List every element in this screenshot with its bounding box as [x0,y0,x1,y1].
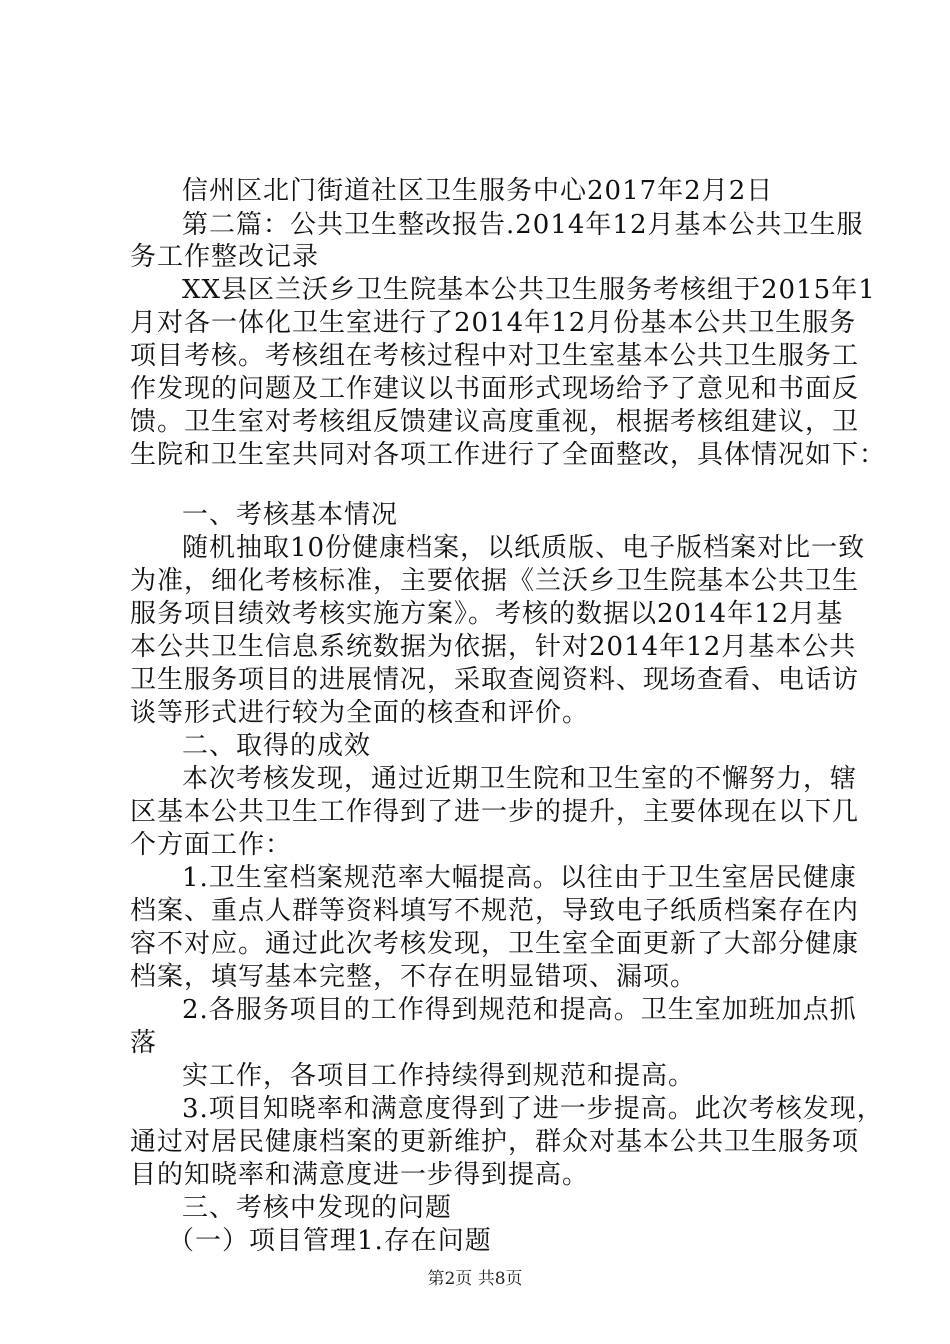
paragraph-line: 目的知晓率和满意度进一步得到提高。 [130,1160,590,1190]
paragraph-line: 个方面工作： [130,830,293,860]
heading-line: 一、考核基本情况 [182,500,399,530]
subheading-line: （一）项目管理1.存在问题 [168,1226,492,1256]
paragraph-line: 通过对居民健康档案的更新维护，群众对基本公共卫生服务项 [130,1127,860,1157]
paragraph-line: 谈等形式进行较为全面的核查和评价。 [130,698,590,728]
paragraph-line: 生院和卫生室共同对各项工作进行了全面整改，具体情况如下： [130,440,887,470]
paragraph-line: 容不对应。通过此次考核发现，卫生室全面更新了大部分健康 [130,929,860,959]
paragraph-line: 实工作，各项目工作持续得到规范和提高。 [182,1061,696,1091]
paragraph-line: 落 [130,1028,158,1058]
paragraph-line: 服务项目绩效考核实施方案》。考核的数据以2014年12月基 [130,599,844,629]
heading-line: 三、考核中发现的问题 [182,1193,453,1223]
paragraph-line: 月对各一体化卫生室进行了2014年12月份基本公共卫生服务 [130,308,857,338]
section-heading-line: 务工作整改记录 [130,242,320,272]
paragraph-line: 项目考核。考核组在考核过程中对卫生室基本公共卫生服务工 [130,341,860,371]
page-footer: 第2页 共8页 [427,1269,523,1289]
paragraph-line: 档案、重点人群等资料填写不规范，导致电子纸质档案存在内 [130,896,860,926]
paragraph-line: 本次考核发现，通过近期卫生院和卫生室的不懈努力，辖 [182,764,858,794]
paragraph-line: 卫生服务项目的进展情况，采取查阅资料、现场查看、电话访 [130,665,860,695]
closing-signature-line: 信州区北门街道社区卫生服务中心2017年2月2日 [182,176,774,206]
paragraph-line: 馈。卫生室对考核组反馈建议高度重视，根据考核组建议，卫 [130,407,860,437]
paragraph-line: XX县区兰沃乡卫生院基本公共卫生服务考核组于2015年1 [182,275,876,305]
paragraph-line: 档案，填写基本完整，不存在明显错项、漏项。 [130,962,698,992]
paragraph-line: 作发现的问题及工作建议以书面形式现场给予了意见和书面反 [130,374,860,404]
paragraph-line: 区基本公共卫生工作得到了进一步的提升，主要体现在以下几 [130,797,860,827]
paragraph-line: 3.项目知晓率和满意度得到了进一步提高。此次考核发现， [182,1094,884,1124]
section-heading-line: 第二篇：公共卫生整改报告.2014年12月基本公共卫生服 [182,210,864,240]
paragraph-line: 为准，细化考核标准，主要依据《兰沃乡卫生院基本公共卫生 [130,566,860,596]
paragraph-line: 2.各服务项目的工作得到规范和提高。卫生室加班加点抓 [182,995,857,1025]
paragraph-line: 本公共卫生信息系统数据为依据，针对2014年12月基本公共 [130,632,857,662]
heading-line: 二、取得的成效 [182,731,372,761]
paragraph-line: 1.卫生室档案规范率大幅提高。以往由于卫生室居民健康 [182,863,857,893]
paragraph-line: 随机抽取10份健康档案，以纸质版、电子版档案对比一致 [182,533,866,563]
